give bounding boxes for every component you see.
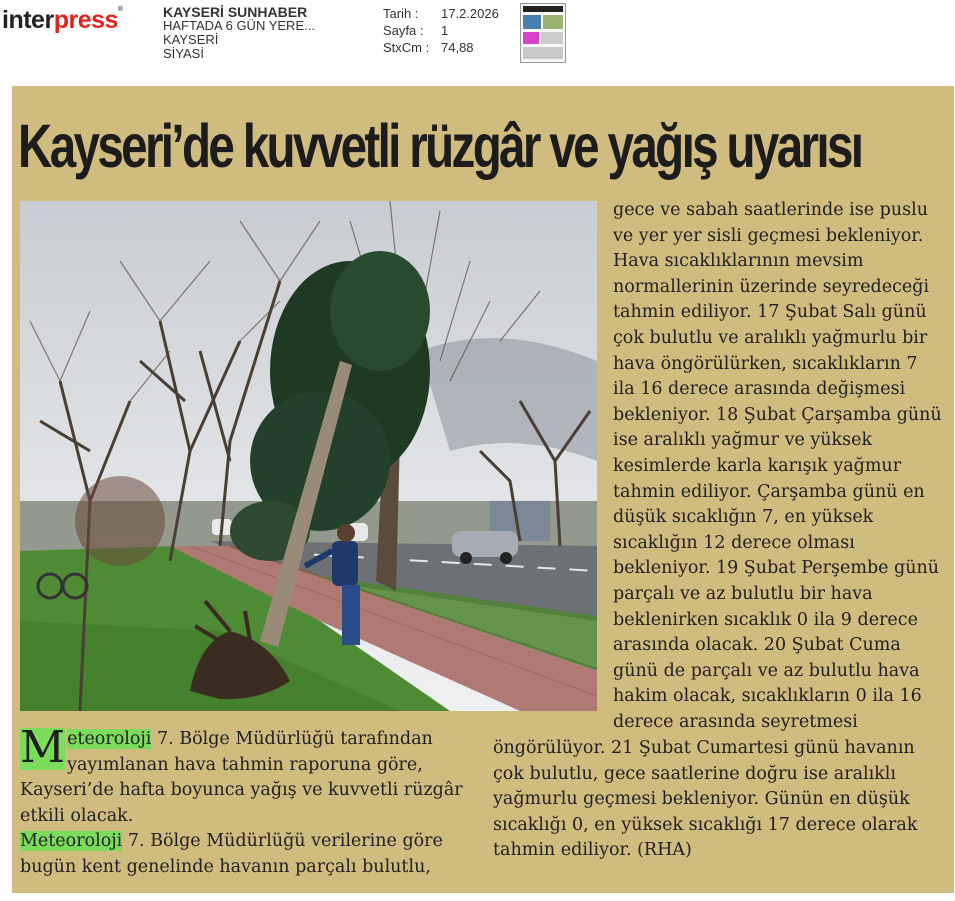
meta-value: 17.2.2026 <box>441 6 499 21</box>
newspaper-page-thumbnail-icon[interactable] <box>520 3 566 63</box>
publication-info <box>163 5 315 61</box>
publication-category: SİYASİ <box>163 46 204 61</box>
meta-value: 1 <box>441 23 449 38</box>
meta-label: Tarih : <box>383 6 419 21</box>
news-clipping <box>12 86 954 893</box>
article-headline: Kayseri’de kuvvetli rüzgâr ve yağış uyarısı <box>18 112 862 180</box>
paragraph-2-text: 7. Bölge Müdürlüğü verilerine göre bugün kent genelinde havanın parçalı bulutlu, <box>20 831 443 877</box>
meta-row-date <box>383 5 511 22</box>
publication-city: KAYSERİ <box>163 32 219 47</box>
publication-name: KAYSERİ SUNHABER <box>163 4 308 20</box>
publication-frequency: HAFTADA 6 GÜN YERE... <box>163 18 315 33</box>
logo-part-inter: inter <box>2 6 54 34</box>
meta-value: 74,88 <box>441 40 474 55</box>
article-bottom-right <box>493 736 943 864</box>
paragraph-1 <box>20 722 482 829</box>
dropcap-letter: M <box>20 722 66 773</box>
registered-mark: ® <box>117 6 123 13</box>
logo-part-press: press <box>53 6 118 34</box>
paragraph-1-text: 7. Bölge Müdürlüğü tarafından yayımlanan hava tahmin raporuna göre, Kayseri’de hafta boyunca yağış ve kuvvetli rüzgâr etkili olacak. <box>20 729 463 826</box>
meta-label: StxCm : <box>383 40 430 55</box>
right-column-text: gece ve sabah saatlerinde ise puslu ve yer yer sisli geçmesi bekleniyor. Hava sıcaklıklarının mevsim normallerinin üzerinde seyredeceği tahmin ediliyor. 17 Şubat Salı günü çok bulutlu ve aralıklı yağmurlu bir hava öngörülürken, sıcaklıkların 7 ila 16 derece arasında değişmesi bekleniyor. 18 Şubat Çarşamba günü ise aralıklı yağmur ve yüksek kesimlerde karla karışık yağmur tahmin ediliyor. Çarşamba günü en düşük sıcaklığın 7, en yüksek sıcaklığın 12 derece olması bekleniyor. 19 Şubat Perşembe günü parçalı ve az bulutlu bir hava beklenirken sıcaklık 0 ila 9 derece arasında olacak. 20 Şubat Cuma günü de parçalı ve az bulutlu hava hakim olacak, sıcaklıkların 0 ila 16 derece arasında seyretmesi <box>613 200 942 732</box>
article-lead <box>20 722 482 881</box>
street-trees-photo <box>20 201 597 711</box>
interpress-logo <box>2 6 123 35</box>
clipping-meta <box>383 5 511 56</box>
bottom-right-text: öngörülüyor. 21 Şubat Cumartesi günü havanın çok bulutlu, gece saatlerine doğru ise aralıklı yağmurlu geçmesi bekleniyor. Günün en düşük sıcaklığı 0, en yüksek sıcaklığı 17 derece olarak tahmin ediliyor. (RHA) <box>493 738 918 861</box>
paragraph-2 <box>20 829 482 880</box>
meta-row-page <box>383 22 511 39</box>
meta-label: Sayfa : <box>383 23 424 38</box>
highlighted-keyword: Meteoroloji <box>20 831 123 852</box>
article-right-column <box>613 198 943 735</box>
meta-row-size <box>383 39 511 56</box>
highlighted-keyword: eteoroloji <box>67 729 152 749</box>
